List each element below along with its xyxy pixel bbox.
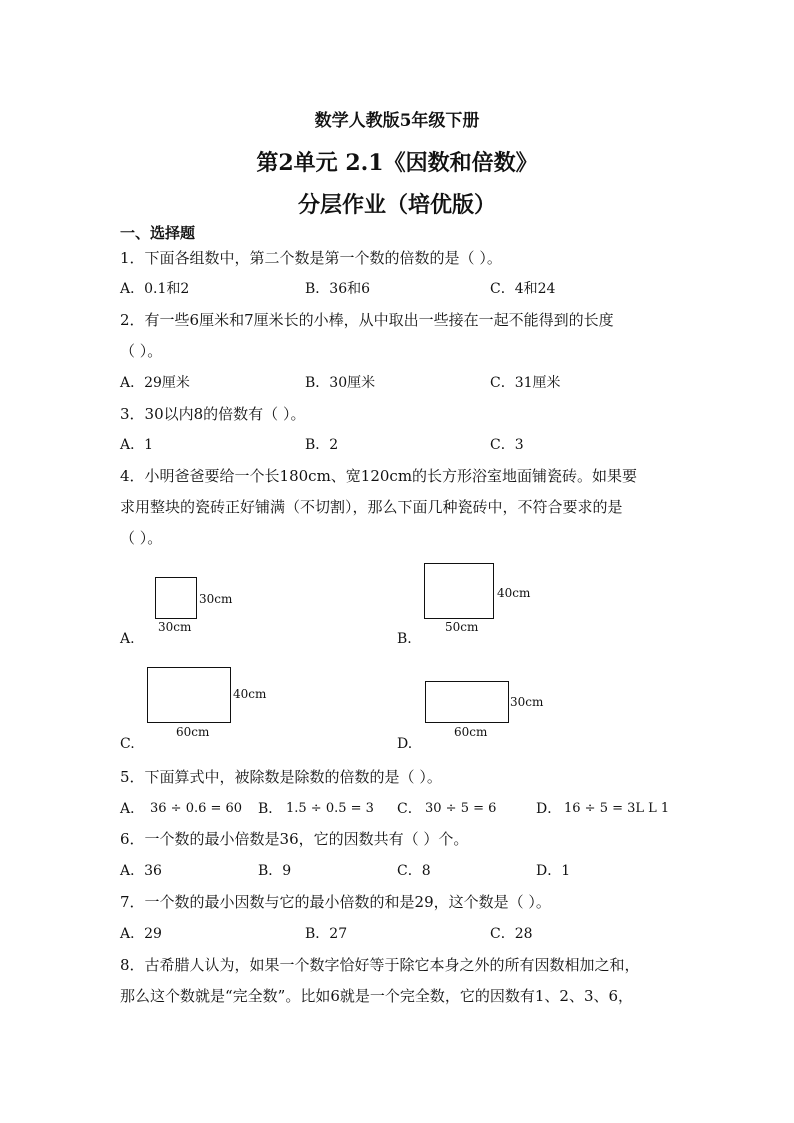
question-1-option-c: C．4和24 (490, 281, 556, 297)
tile-c-bottom-label: 60cm (176, 725, 210, 739)
section-title: 一、选择题 (120, 224, 196, 242)
question-2-stem-line1: 2．有一些6厘米和7厘米长的小棒，从中取出一些接在一起不能得到的长度 (120, 311, 614, 329)
tile-a-rect (155, 577, 197, 619)
tile-b-rect (424, 563, 494, 619)
question-3-option-a: A．1 (120, 437, 154, 453)
question-2-option-b: B．30厘米 (305, 375, 376, 391)
question-4-stem-line2: 求用整块的瓷砖正好铺满（不切割），那么下面几种瓷砖中，不符合要求的是 (120, 498, 623, 516)
tile-a-side-label: 30cm (199, 592, 233, 606)
question-5-stem: 5．下面算式中，被除数是除数的倍数的是（ ）。 (120, 768, 442, 786)
tile-d-side-label: 30cm (510, 695, 544, 709)
question-6-stem: 6．一个数的最小倍数是36，它的因数共有（ ）个。 (120, 830, 469, 848)
question-5-option-a: A． (120, 801, 145, 817)
question-8-stem-line2: 那么这个数就是“完全数”。比如6就是一个完全数，它的因数有1、2、3、6， (120, 987, 634, 1005)
question-5-formula-d: 16 ÷ 5 = 3L L 1 (564, 801, 670, 816)
question-1-option-b: B．36和6 (305, 281, 371, 297)
doc-subtitle: 数学人教版5年级下册 (314, 111, 480, 131)
tile-a-letter: A. (120, 631, 135, 647)
question-5-formula-a: 36 ÷ 0.6 = 60 (150, 801, 243, 816)
question-5-option-d: D． (536, 801, 562, 817)
tile-c-side-label: 40cm (233, 687, 267, 701)
tile-d-letter: D. (397, 736, 413, 752)
question-1-stem: 1．下面各组数中，第二个数是第一个数的倍数的是（ ）。 (120, 249, 502, 267)
question-5-option-c: C． (397, 801, 422, 817)
question-7-option-c: C．28 (490, 926, 533, 942)
question-6-option-d: D．1 (536, 863, 571, 879)
question-1-option-a: A．0.1和2 (120, 281, 190, 297)
question-6-option-c: C．8 (397, 863, 431, 879)
tile-a-bottom-label: 30cm (158, 620, 192, 634)
question-5-formula-c: 30 ÷ 5 = 6 (425, 801, 497, 816)
question-2-option-a: A．29厘米 (120, 375, 190, 391)
tile-c-rect (147, 667, 231, 723)
question-7-option-b: B．27 (305, 926, 348, 942)
tile-d-rect (425, 681, 509, 723)
question-8-stem-line1: 8．古希腊人认为，如果一个数字恰好等于除它本身之外的所有因数相加之和， (120, 956, 640, 974)
question-5-formula-b: 1.5 ÷ 0.5 = 3 (286, 801, 374, 816)
tile-d-bottom-label: 60cm (454, 725, 488, 739)
tile-c-letter: C. (120, 736, 135, 752)
question-3-stem: 3．30以内8的倍数有（ ）。 (120, 405, 306, 423)
doc-title: 第2单元 2.1《因数和倍数》 (256, 150, 538, 176)
question-2-stem-line2: （ ）。 (120, 342, 163, 360)
tile-b-bottom-label: 50cm (445, 620, 479, 634)
question-2-option-c: C．31厘米 (490, 375, 561, 391)
question-4-stem-line1: 4．小明爸爸要给一个长180cm、宽120cm的长方形浴室地面铺瓷砖。如果要 (120, 467, 638, 485)
tile-b-letter: B. (397, 631, 412, 647)
question-6-option-a: A．36 (120, 863, 162, 879)
doc-title-level: 分层作业（培优版） (297, 192, 496, 218)
question-6-option-b: B．9 (258, 863, 292, 879)
question-3-option-c: C．3 (490, 437, 524, 453)
question-5-option-b: B． (258, 801, 283, 817)
question-4-stem-line3: （ ）。 (120, 529, 163, 547)
question-7-stem: 7．一个数的最小因数与它的最小倍数的和是29，这个数是（ ）。 (120, 893, 551, 911)
question-7-option-a: A．29 (120, 926, 162, 942)
tile-b-side-label: 40cm (497, 586, 531, 600)
question-3-option-b: B．2 (305, 437, 339, 453)
